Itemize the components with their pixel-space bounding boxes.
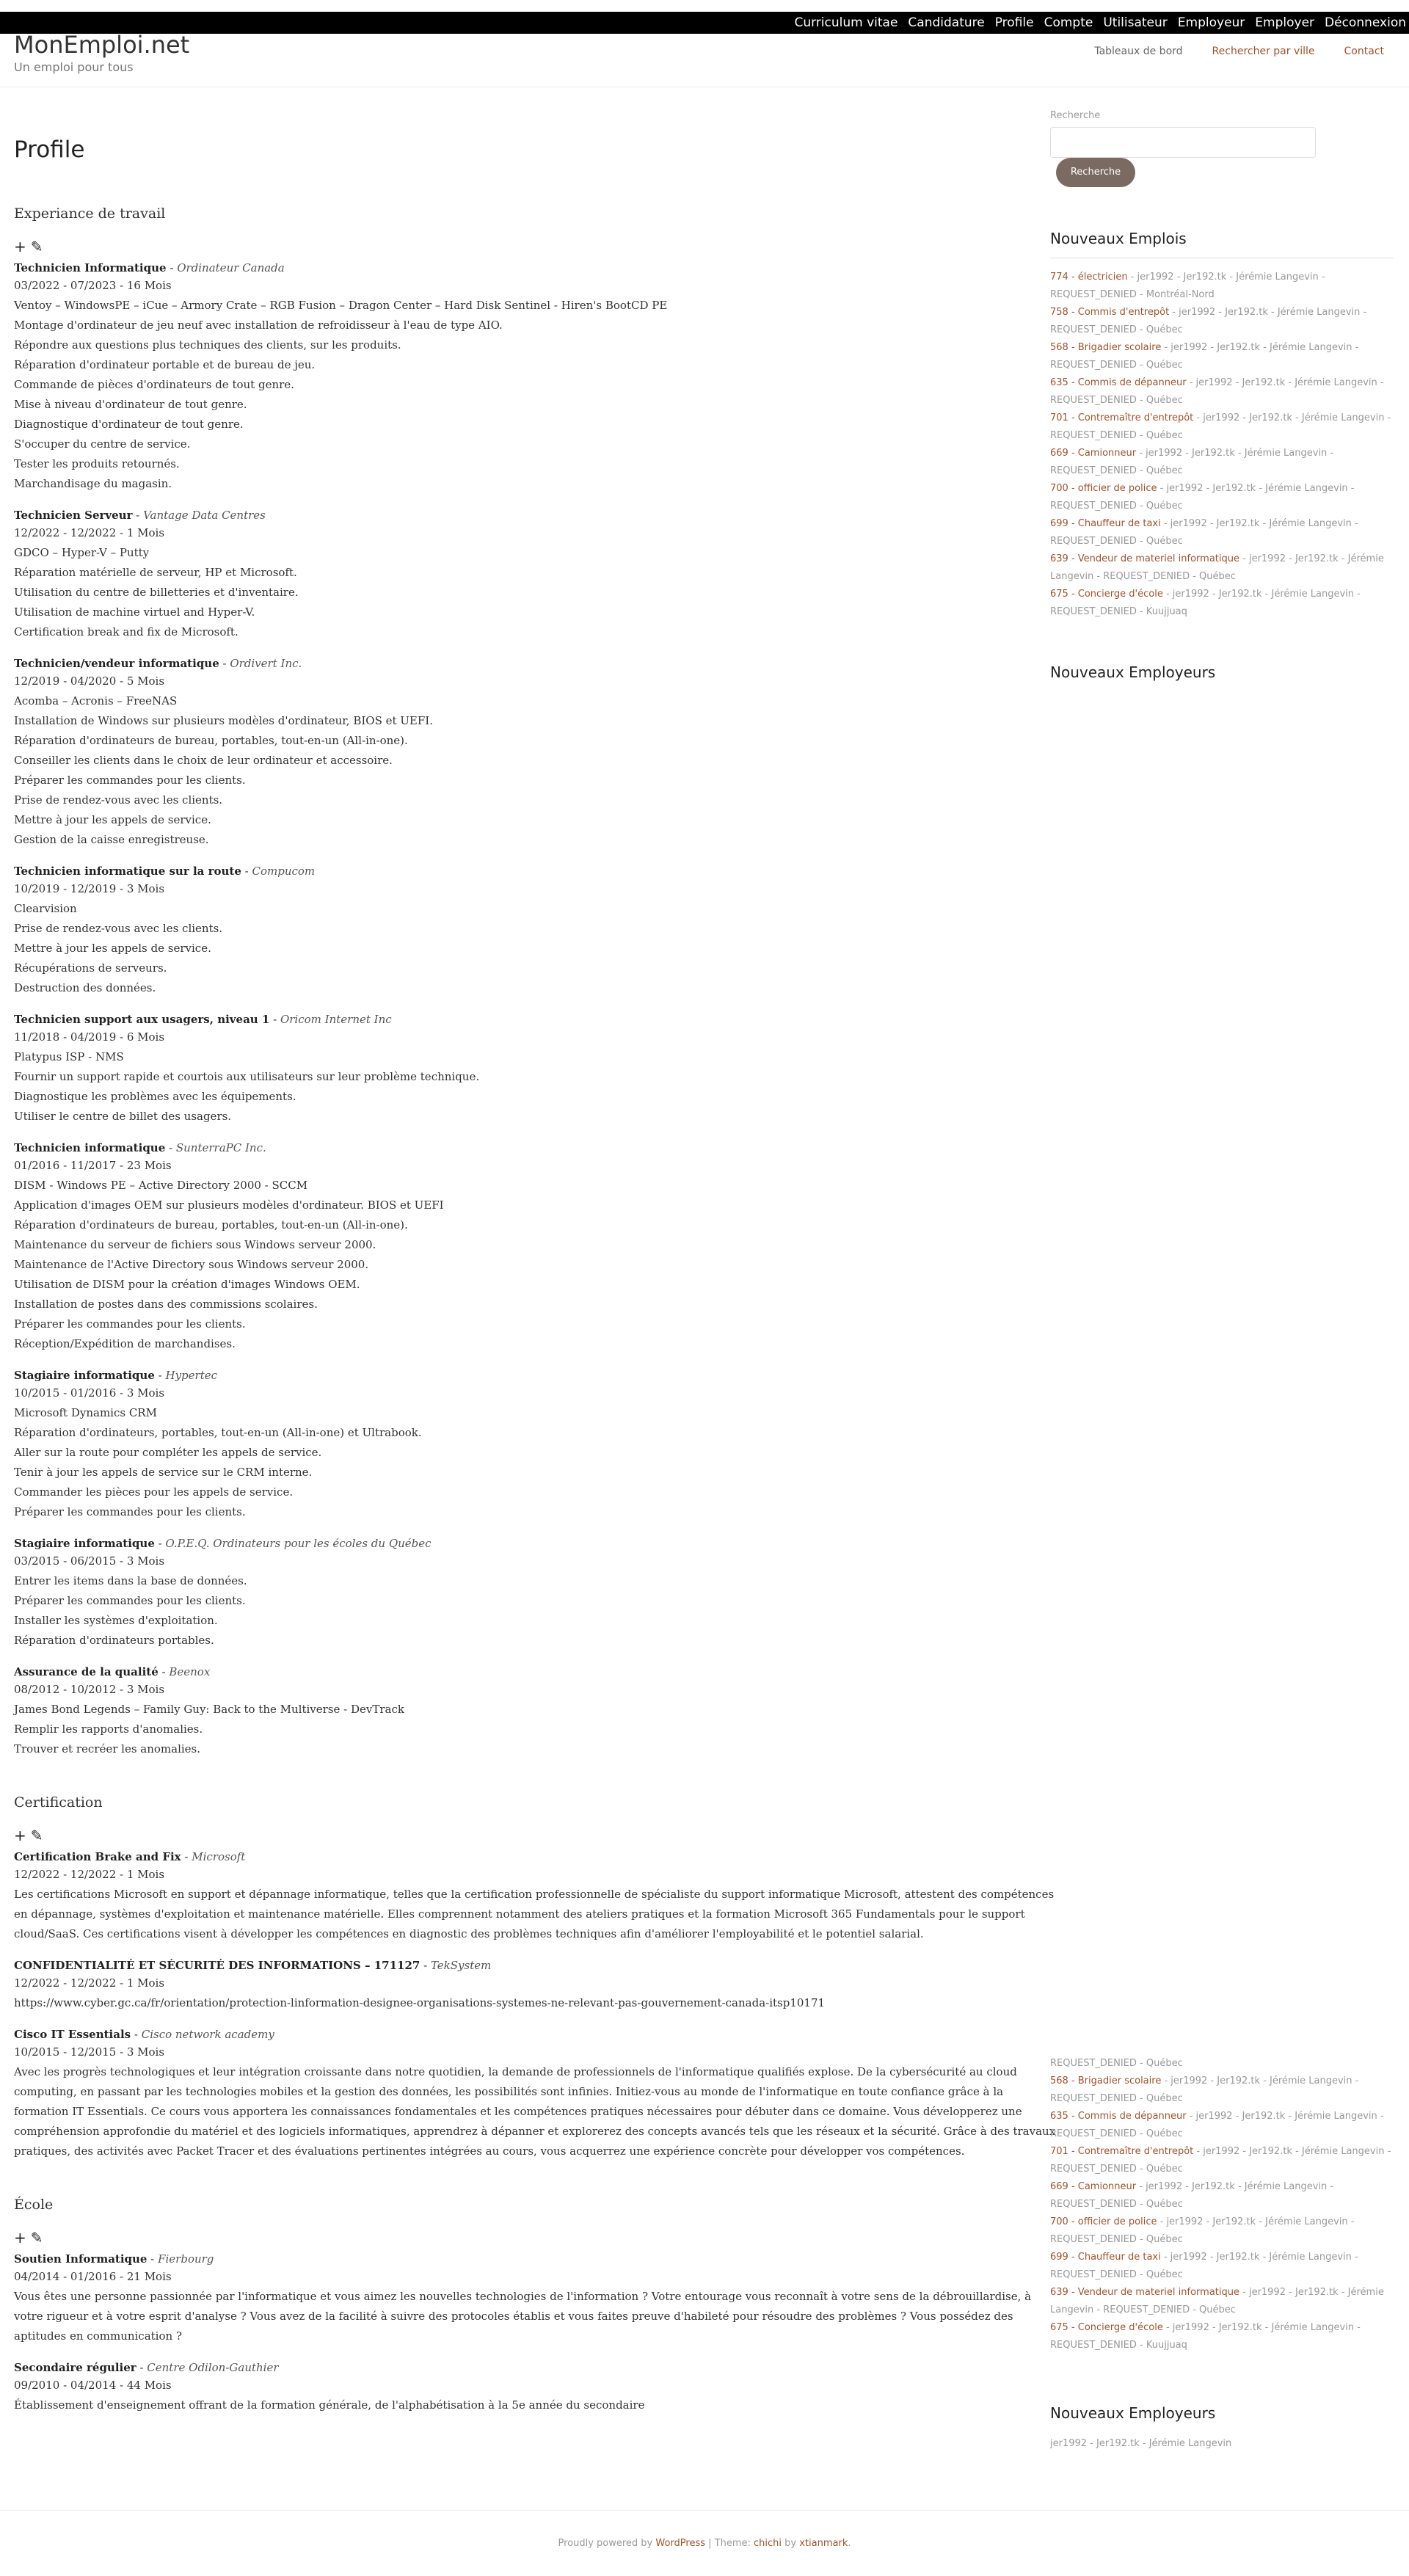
entry-role: CONFIDENTIALITÉ ET SÉCURITÉ DES INFORMATIONS – 171127 — [14, 1959, 420, 1972]
entry — [14, 863, 1056, 998]
entry-lines — [14, 691, 1056, 850]
entry-title — [14, 1535, 1056, 1551]
entry-dates: 11/2018 - 04/2019 - 6 Mois — [14, 1030, 165, 1044]
entry-role: Stagiaire informatique — [14, 1369, 155, 1382]
entry — [14, 2026, 1056, 2161]
entry — [14, 655, 1056, 850]
entry-description: Avec les progrès technologiques et leur intégration croissante dans notre quotidien, la demande de professionnels de l'informatique qualifiés explose. De la cybersécurité au cloud computing, en passant par les technologies mobiles et la gestion des données, les possibilités sont infinies. Initiez-vous au monde de l'informatique en toute confiance grâce à la formation IT Essentials. Ce cours vous apportera les connaissances fondamentales et les compétences pratiques nécessaires pour débuter dans ce domaine. Vous développerez une compréhension approfondie du matériel et des logiciels informatiques, apprendrez à dépanner et explorerez des concepts avancés tels que les réseaux et la sécurité. Grâce à des travaux pratiques, des activités avec Packet Tracer et des évaluations pertinentes intégrées au cours, vous acquerrez une expérience concrète pour développer vos compétences. — [14, 2065, 1056, 2158]
main-content — [14, 129, 1056, 2428]
job-meta: - jer1992 - Jer192.tk - Jérémie Langevin - REQUEST_DENIED - Québec — [1050, 377, 1384, 406]
entry-description: Établissement d'enseignement offrant de la formation générale, de l'alphabétisation à la 5e année du secondaire — [14, 2398, 645, 2412]
job-link[interactable]: 639 - Vendeur de materiel informatique — [1050, 2287, 1239, 2298]
entry-separator: - — [166, 261, 178, 274]
entry — [14, 1011, 1056, 1127]
job-item — [1050, 269, 1395, 304]
entry-title — [14, 1367, 1056, 1383]
job-meta: - jer1992 - Jer192.tk - Jérémie Langevin - REQUEST_DENIED - Québec — [1050, 553, 1384, 582]
experience-section — [14, 205, 1056, 1759]
job-link[interactable]: 568 - Brigadier scolaire — [1050, 342, 1162, 353]
entry-line: Commander les pièces pour les appels de service. — [14, 1485, 294, 1499]
footer-divider — [0, 2510, 1409, 2511]
nav-contact[interactable]: Contact — [1344, 46, 1384, 57]
entry-dates: 09/2010 - 04/2014 - 44 Mois — [14, 2379, 172, 2392]
job-meta: - jer1992 - Jer192.tk - Jérémie Langevin - REQUEST_DENIED - Québec — [1050, 2111, 1384, 2139]
job-link[interactable]: 700 - officier de police — [1050, 483, 1157, 494]
entry-dates: 12/2022 - 12/2022 - 1 Mois — [14, 526, 165, 539]
entry-company: Cisco network academy — [141, 2028, 274, 2041]
entry-separator: - — [158, 1665, 170, 1678]
job-item — [1050, 2178, 1395, 2213]
entry-company: Oricom Internet Inc — [280, 1013, 392, 1026]
job-link[interactable]: 669 - Camionneur — [1050, 448, 1137, 459]
entry — [14, 1140, 1056, 1354]
topbar-item-compte[interactable]: Compte — [1044, 15, 1093, 30]
job-item — [1050, 2249, 1395, 2284]
job-link[interactable]: 758 - Commis d'entrepôt — [1050, 307, 1170, 318]
entry-line: Préparer les commandes pour les clients. — [14, 1505, 246, 1518]
entry-lines — [14, 1700, 1056, 1759]
entry-description: Les certifications Microsoft en support et dépannage informatique, telles que la certification professionnelle de spécialiste du support informatique Microsoft, attestent des compétences en dépannage, systèmes d'exploitation et maintenance matérielle. Elles comprennent notamment des ateliers pratiques et la formation Microsoft 365 Fundamentals pour le support cloud/SaaS. Ces certifications visent à développer les compétences en diagnostic des problèmes techniques afin d'améliorer l'employabilité et le potentiel salarial. — [14, 1888, 1055, 1940]
entry-company: O.P.E.Q. Ordinateurs pour les écoles du Québec — [165, 1537, 432, 1550]
entry — [14, 1367, 1056, 1522]
job-item — [1050, 2284, 1395, 2319]
section-heading: École — [14, 2197, 54, 2213]
job-item — [1050, 480, 1395, 515]
entry-role: Stagiaire informatique — [14, 1537, 155, 1550]
topbar-item-cv[interactable]: Curriculum vitae — [794, 15, 898, 30]
entry-dates: 03/2022 - 07/2023 - 16 Mois — [14, 279, 172, 292]
job-meta: - jer1992 - Jer192.tk - Jérémie Langevin - REQUEST_DENIED - Québec — [1050, 2287, 1384, 2315]
job-link[interactable]: 774 - électricien — [1050, 272, 1128, 283]
entry-title — [14, 655, 1056, 672]
entry-line: Certification break and fix de Microsoft. — [14, 625, 239, 638]
job-meta: - jer1992 - Jer192.tk - Jérémie Langevin - REQUEST_DENIED - Québec — [1050, 2252, 1358, 2280]
topbar-item-logout[interactable]: Déconnexion — [1325, 15, 1406, 30]
entry-line: Réparation d'ordinateurs de bureau, portables, tout-en-un (All-in-one). — [14, 734, 408, 747]
entry-line: Réparation d'ordinateurs, portables, tout-en-un (All-in-one) et Ultrabook. — [14, 1426, 422, 1439]
job-link[interactable]: 669 - Camionneur — [1050, 2181, 1137, 2192]
job-meta: - jer1992 - Jer192.tk - Jérémie Langevin - REQUEST_DENIED - Kuujjuaq — [1050, 589, 1361, 617]
job-meta: - jer1992 - Jer192.tk - Jérémie Langevin - REQUEST_DENIED - Kuujjuaq — [1050, 2322, 1361, 2351]
entry-role: Technicien informatique — [14, 1141, 166, 1154]
job-link[interactable]: 699 - Chauffeur de taxi — [1050, 2252, 1161, 2263]
entries-list — [14, 1849, 1056, 2161]
jobs-list — [1050, 2073, 1395, 2354]
entry-company: Fierbourg — [158, 2252, 214, 2266]
entry-line: Destruction des données. — [14, 981, 156, 994]
entry-line: Commande de pièces d'ordinateurs de tout genre. — [14, 378, 294, 391]
entry-line: DISM - Windows PE – Active Directory 2000 - SCCM — [14, 1179, 308, 1192]
entry — [14, 1664, 1056, 1759]
entry-line: Installation de postes dans des commissions scolaires. — [14, 1298, 318, 1311]
sidebar — [1050, 110, 1395, 681]
entry-company: Vantage Data Centres — [143, 509, 266, 522]
entry-role: Technicien Serveur — [14, 509, 133, 522]
job-link[interactable]: 700 - officier de police — [1050, 2216, 1157, 2227]
entry-role: Soutien Informatique — [14, 2252, 148, 2266]
entry — [14, 507, 1056, 642]
entry — [14, 2359, 1056, 2415]
entry-title — [14, 260, 1056, 276]
entry-line: Acomba – Acronis – FreeNAS — [14, 694, 178, 707]
footer — [0, 2538, 1409, 2549]
entry-lines — [14, 899, 1056, 998]
topbar-item-employeur[interactable]: Employeur — [1177, 15, 1245, 30]
entry-separator: - — [219, 657, 230, 670]
job-item — [1050, 550, 1395, 586]
entry-description: Vous êtes une personne passionnée par l'informatique et vous aimez les nouvelles technologies de l'information ? Votre entourage vous reconnaît à votre sens de la débrouillardise, à votre rigueur et à votre esprit d'analyse ? Vous avez de la facilité à suivre des protocoles établis et vous faites preuve d'habileté pour résoudre des problèmes ? Vous possédez des aptitudes en communication ? — [14, 2290, 1032, 2343]
job-item — [1050, 2213, 1395, 2249]
job-meta: - jer1992 - Jer192.tk - Jérémie Langevin - REQUEST_DENIED - Québec — [1050, 2216, 1355, 2245]
entry-line: Platypus ISP - NMS — [14, 1050, 124, 1063]
entry-company: Ordivert Inc. — [230, 657, 302, 670]
entry-line: Récupérations de serveurs. — [14, 961, 167, 975]
entry-dates: 04/2014 - 01/2016 - 21 Mois — [14, 2270, 172, 2283]
entry-line: Préparer les commandes pour les clients. — [14, 774, 246, 787]
footer-theme-link[interactable]: chichi — [754, 2538, 782, 2549]
entry-line: Réparation d'ordinateurs portables. — [14, 1634, 214, 1647]
entry-dates: 08/2012 - 10/2012 - 3 Mois — [14, 1683, 165, 1696]
entry-line: Répondre aux questions plus techniques des clients, sur les produits. — [14, 338, 401, 352]
entries-list — [14, 260, 1056, 1759]
section-actions — [14, 2229, 1056, 2246]
entry-title — [14, 863, 1056, 879]
admin-topbar — [0, 12, 1409, 34]
entry-dates: 10/2019 - 12/2019 - 3 Mois — [14, 882, 165, 895]
entry-company: Compucom — [252, 865, 316, 878]
job-item — [1050, 2073, 1395, 2108]
entry-company: Beenox — [169, 1665, 211, 1678]
job-meta: - jer1992 - Jer192.tk - Jérémie Langevin - REQUEST_DENIED - Québec — [1050, 518, 1358, 547]
section-actions — [14, 1827, 1056, 1844]
school-section — [14, 2197, 1056, 2415]
job-item — [1050, 410, 1395, 445]
entry-dates: 10/2015 - 01/2016 - 3 Mois — [14, 1386, 165, 1400]
entry-line: Clearvision — [14, 902, 77, 915]
entry-separator: - — [154, 1369, 166, 1382]
entry-line: James Bond Legends – Family Guy: Back to the Multiverse - DevTrack — [14, 1703, 404, 1716]
job-meta: - jer1992 - Jer192.tk - Jérémie Langevin - REQUEST_DENIED - Québec — [1050, 2075, 1359, 2104]
section-spacer — [14, 2175, 1056, 2197]
entry-separator: - — [241, 865, 252, 878]
entry-separator: - — [147, 2252, 159, 2266]
entry-line: Tester les produits retournés. — [14, 457, 180, 470]
job-link[interactable]: 635 - Commis de dépanneur — [1050, 2111, 1187, 2122]
nav-search-city[interactable]: Rechercher par ville — [1212, 46, 1315, 57]
entry-description: https://www.cyber.gc.ca/fr/orientation/protection-linformation-designee-organisations-systemes-ne-relevant-pas-gouvernement-canada-itsp10171 — [14, 1996, 826, 2009]
search-button[interactable]: Recherche — [1056, 158, 1135, 187]
employer-item: jer1992 - Jer192.tk - Jérémie Langevin — [1050, 2438, 1232, 2449]
job-link[interactable]: 639 - Vendeur de materiel informatique — [1050, 553, 1239, 564]
add-icon[interactable]: + — [14, 238, 26, 255]
entry — [14, 260, 1056, 494]
entry-separator: - — [154, 1537, 166, 1550]
entry-role: Technicien/vendeur informatique — [14, 657, 219, 670]
section-actions — [14, 238, 1056, 255]
entry-line: Aller sur la route pour compléter les appels de service. — [14, 1446, 322, 1459]
section-heading: Experiance de travail — [14, 205, 166, 222]
entry — [14, 2251, 1056, 2346]
job-link[interactable]: 675 - Concierge d'école — [1050, 589, 1163, 600]
entry-lines — [14, 543, 1056, 642]
add-icon[interactable]: + — [14, 1827, 26, 1844]
entry-line: Prise de rendez-vous avec les clients. — [14, 793, 223, 807]
main-nav — [1094, 46, 1384, 57]
entry-company: TekSystem — [430, 1959, 492, 1972]
entry-line: Utilisation de machine virtuel and Hyper-V. — [14, 605, 255, 619]
section-spacer — [14, 1772, 1056, 1794]
job-meta: - jer1992 - Jer192.tk - Jérémie Langevin - REQUEST_DENIED - Québec — [1050, 2146, 1391, 2175]
job-item — [1050, 304, 1395, 339]
entry-title — [14, 1957, 1056, 1973]
footer-end: . — [848, 2538, 851, 2549]
new-employers-heading: Nouveaux Employeurs — [1050, 2404, 1216, 2422]
entry-separator: - — [136, 2361, 148, 2374]
job-item-partial: REQUEST_DENIED - Québec — [1050, 2058, 1183, 2069]
entry — [14, 1535, 1056, 1651]
entry-line: GDCO – Hyper-V – Putty — [14, 546, 150, 559]
topbar-item-employer[interactable]: Employer — [1255, 15, 1315, 30]
entry-title — [14, 1664, 1056, 1680]
search-label: Recherche — [1050, 110, 1101, 121]
footer-sep: | Theme: — [705, 2538, 754, 2549]
entry-dates: 12/2019 - 04/2020 - 5 Mois — [14, 674, 165, 688]
entry-lines — [14, 1176, 1056, 1354]
edit-icon[interactable]: ✎ — [30, 2229, 43, 2246]
page-title: Profile — [14, 137, 85, 163]
entry-company: Centre Odilon-Gauthier — [147, 2361, 279, 2374]
search-input[interactable] — [1050, 127, 1316, 158]
certification-section — [14, 1794, 1056, 2161]
job-meta: - jer1992 - Jer192.tk - Jérémie Langevin - REQUEST_DENIED - Québec — [1050, 412, 1391, 441]
sidebar-overlay — [1050, 2055, 1395, 2453]
nav-dashboard[interactable]: Tableaux de bord — [1094, 46, 1183, 57]
entry-lines — [14, 1047, 1056, 1127]
entry-dates: 12/2022 - 12/2022 - 1 Mois — [14, 1868, 165, 1881]
entries-list — [14, 2251, 1056, 2415]
entry-line: Maintenance de l'Active Directory sous Windows serveur 2000. — [14, 1258, 369, 1271]
job-item — [1050, 374, 1395, 410]
entry-line: Mise à niveau d'ordinateur de tout genre. — [14, 398, 247, 411]
entry-line: Mettre à jour les appels de service. — [14, 942, 211, 955]
entry-line: Entrer les items dans la base de données. — [14, 1574, 247, 1587]
entry-lines — [14, 1403, 1056, 1522]
entry-lines — [14, 296, 1056, 494]
entry-separator: - — [269, 1013, 280, 1026]
job-link[interactable]: 699 - Chauffeur de taxi — [1050, 518, 1161, 529]
entry-line: Prise de rendez-vous avec les clients. — [14, 922, 223, 935]
entry-line: Installation de Windows sur plusieurs modèles d'ordinateur, BIOS et UEFI. — [14, 714, 433, 727]
entry-line: Trouver et recréer les anomalies. — [14, 1742, 201, 1755]
entry-line: Utilisation du centre de billetteries et d'inventaire. — [14, 586, 299, 599]
entry-title — [14, 507, 1056, 523]
site-title[interactable]: MonEmploi.net — [14, 31, 190, 59]
entry-separator: - — [181, 1850, 192, 1863]
entry-line: Ventoy – WindowsPE – iCue – Armory Crate – RGB Fusion – Dragon Center – Hard Disk Sentinel - Hiren's BootCD PE — [14, 299, 668, 312]
topbar-item-candidature[interactable]: Candidature — [908, 15, 985, 30]
job-meta: - jer1992 - Jer192.tk - Jérémie Langevin - REQUEST_DENIED - Québec — [1050, 342, 1359, 371]
entry-title — [14, 2026, 1056, 2042]
job-item — [1050, 445, 1395, 480]
entry-line: Réception/Expédition de marchandises. — [14, 1337, 236, 1350]
entry-company: Ordinateur Canada — [177, 261, 285, 274]
entry-line: Utilisation de DISM pour la création d'images Windows OEM. — [14, 1278, 360, 1291]
entry-line: Préparer les commandes pour les clients. — [14, 1594, 246, 1607]
job-item — [1050, 2319, 1395, 2354]
entry-separator: - — [165, 1141, 176, 1154]
entry-line: Maintenance du serveur de fichiers sous Windows serveur 2000. — [14, 1238, 376, 1251]
topbar-menu — [794, 12, 1406, 34]
entry-line: Remplir les rapports d'anomalies. — [14, 1722, 203, 1736]
entry-line: Gestion de la caisse enregistreuse. — [14, 833, 209, 846]
footer-prefix: Proudly powered by — [558, 2538, 656, 2549]
entry-line: Diagnostique d'ordinateur de tout genre. — [14, 418, 244, 431]
job-item — [1050, 339, 1395, 374]
entry-title — [14, 1849, 1056, 1865]
job-link[interactable]: 568 - Brigadier scolaire — [1050, 2075, 1162, 2086]
entry-role: Cisco IT Essentials — [14, 2028, 131, 2041]
entry-line: Réparation d'ordinateur portable et de bureau de jeu. — [14, 358, 316, 371]
entry-line: S'occuper du centre de service. — [14, 437, 191, 451]
entry-line: Installer les systèmes d'exploitation. — [14, 1614, 218, 1627]
job-meta: - jer1992 - Jer192.tk - Jérémie Langevin - REQUEST_DENIED - Montréal-Nord — [1050, 272, 1325, 300]
entry-line: Tenir à jour les appels de service sur le CRM interne. — [14, 1466, 313, 1479]
entry-company: Hypertec — [165, 1369, 217, 1382]
section-heading: Certification — [14, 1794, 103, 1811]
entry-title — [14, 2251, 1056, 2267]
entry-dates: 10/2015 - 12/2015 - 3 Mois — [14, 2045, 165, 2059]
entry-line: Réparation matérielle de serveur, HP et Microsoft. — [14, 566, 297, 579]
entry-line: Fournir un support rapide et courtois aux utilisateurs sur leur problème technique. — [14, 1070, 480, 1083]
entry-line: Diagnostique les problèmes avec les équipements. — [14, 1090, 296, 1103]
entry-role: Secondaire régulier — [14, 2361, 136, 2374]
entry-lines — [14, 1571, 1056, 1651]
entry-line: Application d'images OEM sur plusieurs modèles d'ordinateur. BIOS et UEFI — [14, 1198, 444, 1212]
entry-line: Réparation d'ordinateurs de bureau, portables, tout-en-un (All-in-one). — [14, 1218, 408, 1231]
entry-dates: 12/2022 - 12/2022 - 1 Mois — [14, 1976, 165, 1990]
entry-line: Montage d'ordinateur de jeu neuf avec installation de refroidisseur à l'eau de type AIO. — [14, 319, 503, 332]
entry-line: Préparer les commandes pour les clients. — [14, 1317, 246, 1331]
topbar-item-profile[interactable]: Profile — [994, 15, 1034, 30]
entry-line: Mettre à jour les appels de service. — [14, 813, 211, 826]
footer-wordpress-link[interactable]: WordPress — [655, 2538, 706, 2549]
footer-by: by — [782, 2538, 800, 2549]
edit-icon[interactable]: ✎ — [30, 1827, 43, 1844]
entry-title — [14, 1011, 1056, 1027]
job-meta: - jer1992 - Jer192.tk - Jérémie Langevin - REQUEST_DENIED - Québec — [1050, 448, 1334, 476]
job-meta: - jer1992 - Jer192.tk - Jérémie Langevin - REQUEST_DENIED - Québec — [1050, 483, 1355, 512]
entry-role: Certification Brake and Fix — [14, 1850, 181, 1863]
job-meta: - jer1992 - Jer192.tk - Jérémie Langevin - REQUEST_DENIED - Québec — [1050, 2181, 1334, 2210]
entry-title — [14, 2359, 1056, 2376]
job-item — [1050, 515, 1395, 550]
job-item — [1050, 2108, 1395, 2143]
job-link[interactable]: 701 - Contremaître d'entrepôt — [1050, 2146, 1194, 2157]
entry-line: Marchandisage du magasin. — [14, 477, 172, 490]
entry-role: Technicien Informatique — [14, 261, 167, 274]
job-meta: - jer1992 - Jer192.tk - Jérémie Langevin - REQUEST_DENIED - Québec — [1050, 307, 1367, 335]
job-link[interactable]: 635 - Commis de dépanneur — [1050, 377, 1187, 388]
entry-separator: - — [132, 509, 144, 522]
job-item — [1050, 586, 1395, 621]
new-jobs-heading: Nouveaux Emplois — [1050, 230, 1187, 247]
footer-author-link[interactable]: xtianmark — [799, 2538, 848, 2549]
entry-title — [14, 1140, 1056, 1156]
entry-role: Assurance de la qualité — [14, 1665, 159, 1678]
jobs-list — [1050, 269, 1395, 621]
job-link[interactable]: 701 - Contremaître d'entrepôt — [1050, 412, 1194, 423]
entry-line: Microsoft Dynamics CRM — [14, 1406, 157, 1419]
entry — [14, 1849, 1056, 1944]
entry-line: Conseiller les clients dans le choix de leur ordinateur et accessoire. — [14, 754, 393, 767]
entry-separator: - — [420, 1959, 431, 1972]
job-link[interactable]: 675 - Concierge d'école — [1050, 2322, 1163, 2333]
entry-company: Microsoft — [192, 1850, 246, 1863]
entry-dates: 03/2015 - 06/2015 - 3 Mois — [14, 1554, 165, 1568]
entry — [14, 1957, 1056, 2013]
new-employers-heading: Nouveaux Employeurs — [1050, 663, 1216, 681]
job-item — [1050, 2143, 1395, 2178]
entry-line: Utiliser le centre de billet des usagers. — [14, 1110, 232, 1123]
entry-dates: 01/2016 - 11/2017 - 23 Mois — [14, 1159, 172, 1172]
entry-company: SunterraPC Inc. — [175, 1141, 266, 1154]
topbar-item-utilisateur[interactable]: Utilisateur — [1103, 15, 1168, 30]
entry-role: Technicien informatique sur la route — [14, 865, 241, 878]
entry-separator: - — [131, 2028, 142, 2041]
add-icon[interactable]: + — [14, 2229, 26, 2246]
edit-icon[interactable]: ✎ — [30, 238, 43, 255]
site-tagline: Un emploi pour tous — [14, 60, 134, 74]
entry-role: Technicien support aux usagers, niveau 1 — [14, 1013, 270, 1026]
